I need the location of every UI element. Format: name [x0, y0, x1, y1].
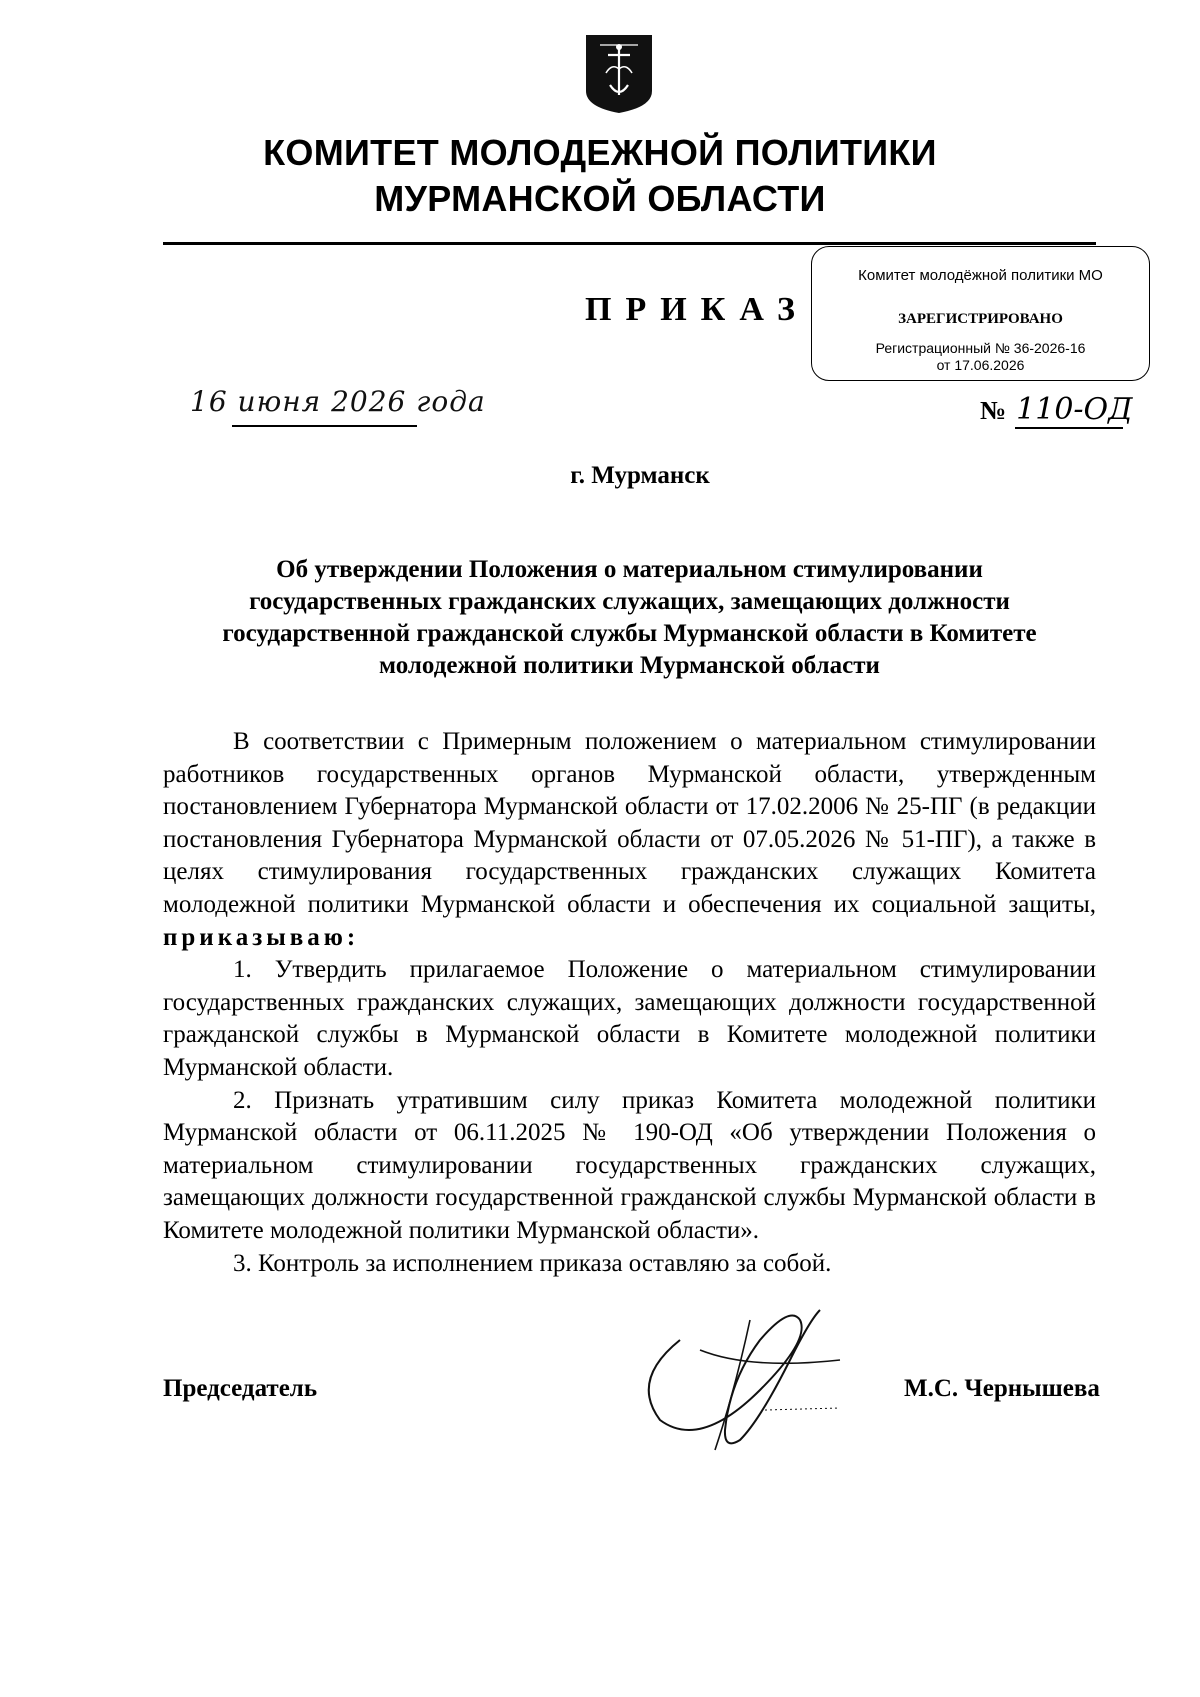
coat-of-arms-icon [584, 33, 654, 115]
organization-title [160, 130, 1040, 222]
stamp-organization: Комитет молодёжной политики МО [858, 267, 1103, 284]
order-body [163, 726, 1096, 1280]
handwritten-signature [640, 1300, 850, 1460]
organization-title-line2: МУРМАНСКОЙ ОБЛАСТИ [374, 178, 826, 219]
order-item-3: 3. Контроль за исполнением приказа оставляю за собой. [233, 1249, 832, 1277]
number-underline [1015, 427, 1123, 429]
stamp-status: ЗАРЕГИСТРИРОВАНО [898, 311, 1063, 327]
handwritten-date: 16 июня 2026 года [190, 385, 486, 418]
organization-title-line1: КОМИТЕТ МОЛОДЕЖНОЙ ПОЛИТИКИ [263, 132, 937, 173]
subject-line: молодежной политики Мурманской области [379, 652, 880, 679]
document-type-title: ПРИКАЗ [585, 291, 809, 328]
header-divider [163, 242, 1096, 245]
signatory-position: Председатель [163, 1375, 318, 1402]
order-item-1: 1. Утвердить прилагаемое Положение о материальном стимулировании государственных гражданских служащих, замещающих должности государственной гражданской службы в Мурманской области в Комитете молодежной политики Мурманской области. [163, 956, 1096, 1081]
preamble-text: В соответствии с Примерным положением о материальном стимулировании работников государственных органов Мурманской области, утвержденным постановлением Губернатора Мурманской области от 17.02.2006 № 25-ПГ (в редакции постановления Губернатора Мурманской области от 07.05.2026 № 51-ПГ), а также в целях стимулирования государственных гражданских служащих Комитета молодежной политики Мурманской области и обеспечения их социальной защиты, [163, 728, 1096, 918]
number-sign: № [980, 396, 1007, 425]
stamp-registration-number: Регистрационный № 36-2026-16 [875, 340, 1086, 356]
signatory-name: М.С. Чернышева [904, 1375, 1100, 1402]
city-line [0, 462, 1200, 490]
city-name: г. Мурманск [570, 462, 710, 489]
order-item-2: 2. Признать утратившим силу приказ Комитета молодежной политики Мурманской области от 06.11.2025 № 190-ОД «Об утверждении Положения о материальном стимулировании государственных гражданских служащих, замещающих должности государственной гражданской службы Мурманской области в Комитете молодежной политики Мурманской области». [163, 1086, 1096, 1244]
handwritten-number: 110-ОД [1016, 392, 1133, 427]
subject-line: государственных гражданских служащих, замещающих должности [249, 588, 1010, 615]
order-subject [163, 554, 1096, 682]
order-word: приказываю: [163, 923, 360, 951]
preamble-paragraph [163, 726, 1096, 954]
stamp-registration-date: от 17.06.2026 [936, 357, 1025, 373]
subject-line: государственной гражданской службы Мурманской области в Комитете [222, 620, 1037, 647]
subject-line: Об утверждении Положения о материальном стимулировании [276, 556, 983, 583]
order-number [980, 392, 1133, 427]
date-underline [232, 425, 417, 427]
registration-stamp [811, 246, 1150, 381]
